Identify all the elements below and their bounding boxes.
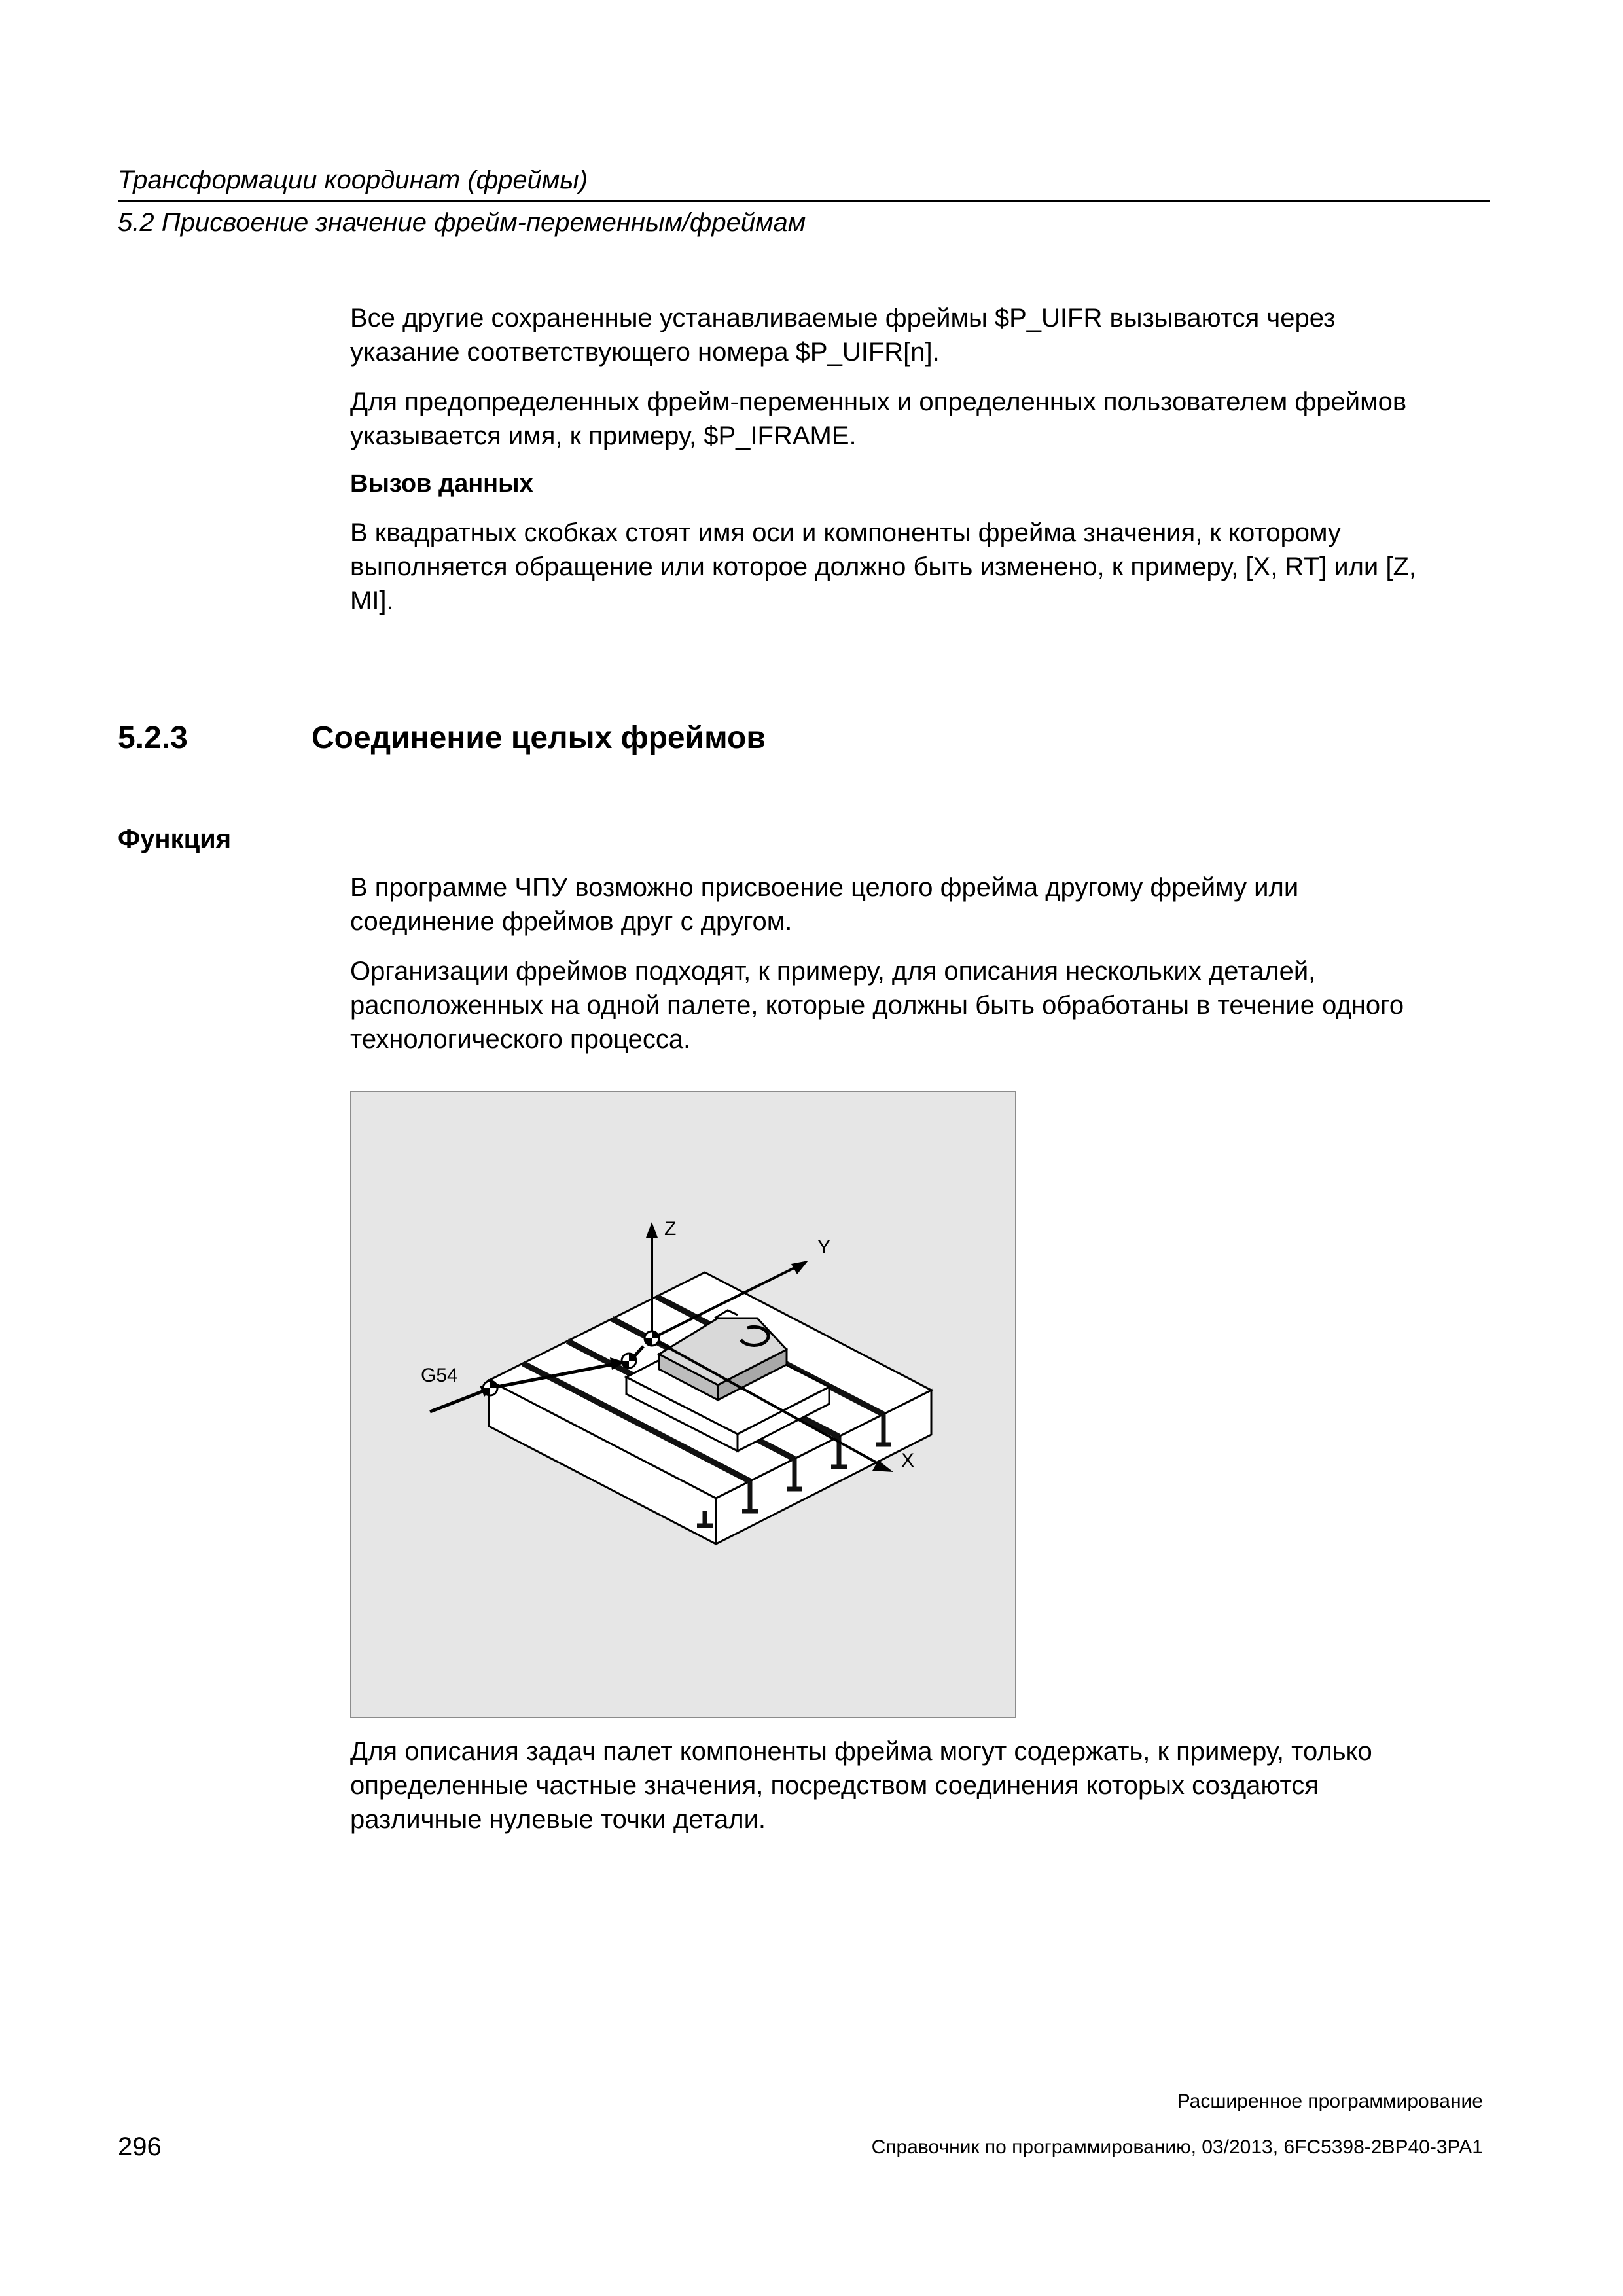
subheading-data-call: Вызов данных: [350, 470, 533, 497]
text-line: В квадратных скобках стоят имя оси и компоненты фрейма значения, к которому: [350, 518, 1341, 547]
pallet-frames-diagram: [351, 1092, 1018, 1719]
text-line: Для предопределенных фрейм-переменных и определенных пользователем фреймов: [350, 387, 1407, 416]
axis-label-z: Z: [664, 1218, 677, 1240]
intro-paragraph-3: [350, 516, 1492, 618]
text-line: Организации фреймов подходят, к примеру, для описания нескольких деталей,: [350, 957, 1316, 986]
text-line: указывается имя, к примеру, $P_IFRAME.: [350, 422, 857, 450]
text-line: В программе ЧПУ возможно присвоение целого фрейма другому фрейму или: [350, 873, 1299, 902]
running-header-chapter: Трансформации координат (фреймы): [118, 166, 588, 194]
text-line: MI].: [350, 586, 394, 615]
text-line: Все другие сохраненные устанавливаемые фреймы $P_UIFR вызываются через: [350, 304, 1336, 332]
section-paragraph-2: [350, 954, 1492, 1056]
footer-reference: Справочник по программированию, 03/2013, 6FC5398-2BP40-3PA1: [871, 2136, 1483, 2158]
text-line: технологического процесса.: [350, 1025, 691, 1054]
section-number: 5.2.3: [118, 721, 188, 755]
text-line: соединение фреймов друг с другом.: [350, 907, 793, 936]
section-paragraph-3: [350, 1734, 1492, 1837]
intro-paragraph-2: [350, 385, 1492, 453]
function-heading: Функция: [118, 825, 232, 853]
text-line: указание соответствующего номера $P_UIFR[n].: [350, 338, 940, 367]
text-line: расположенных на одной палете, которые должны быть обработаны в течение одного: [350, 991, 1404, 1020]
section-paragraph-1: [350, 870, 1492, 939]
text-line: различные нулевые точки детали.: [350, 1805, 766, 1834]
text-line: Для описания задач палет компоненты фрейма могут содержать, к примеру, только: [350, 1737, 1372, 1766]
page-number: 296: [118, 2132, 162, 2161]
axis-label-x: X: [901, 1450, 915, 1471]
axis-label-y: Y: [817, 1236, 831, 1258]
header-rule: [118, 200, 1490, 202]
intro-paragraph-1: [350, 301, 1492, 369]
text-line: выполняется обращение или которое должно быть изменено, к примеру, [X, RT] или [Z,: [350, 552, 1417, 581]
pallet-frames-figure: [350, 1091, 1016, 1718]
text-line: определенные частные значения, посредством соединения которых создаются: [350, 1771, 1319, 1800]
section-title: Соединение целых фреймов: [312, 721, 766, 755]
running-header-section: 5.2 Присвоение значение фрейм-переменным/фреймам: [118, 208, 806, 237]
frame-label-g54: G54: [421, 1365, 458, 1386]
footer-book-title: Расширенное программирование: [1177, 2090, 1483, 2112]
